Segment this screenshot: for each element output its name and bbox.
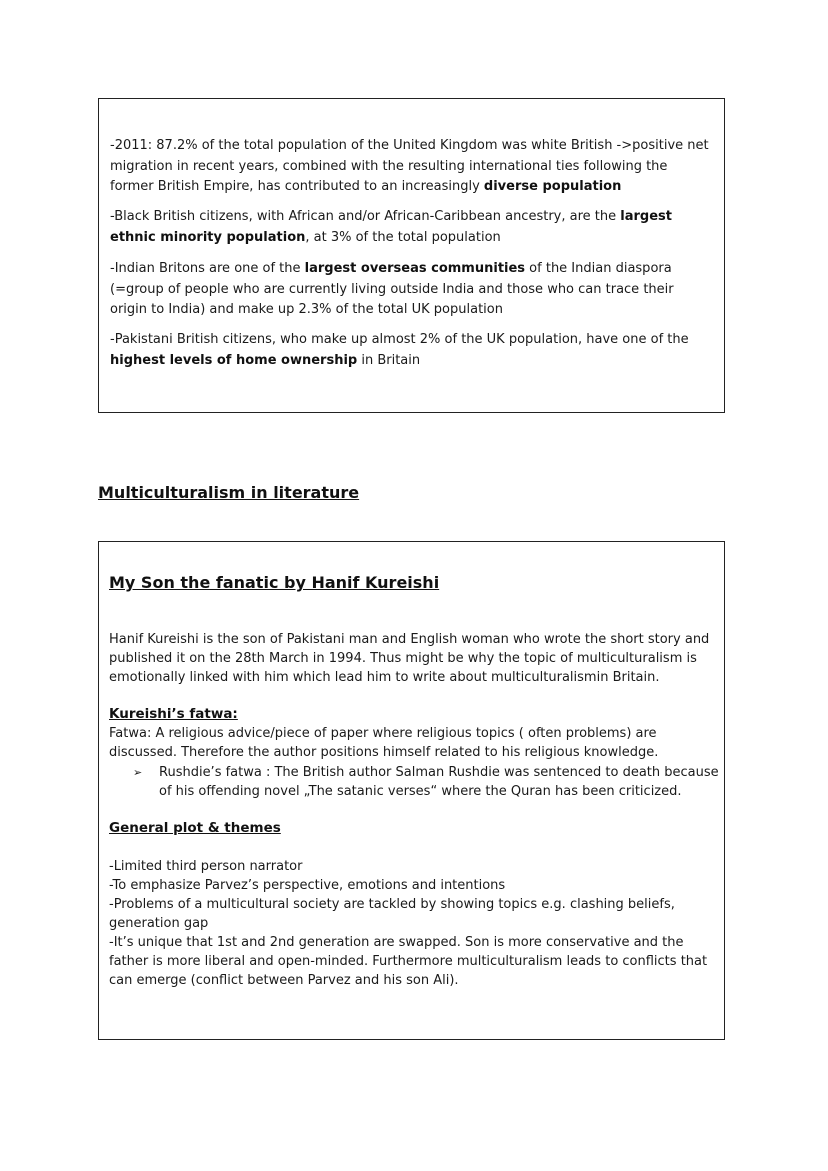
fatwa-bullet-item bbox=[133, 763, 723, 801]
paragraph-text: -Black British citizens, with African and/or African-Caribbean ancestry, are the bbox=[110, 209, 621, 224]
section-heading: Multiculturalism in literature bbox=[98, 483, 360, 502]
plot-line: -Limited third person narrator bbox=[109, 859, 303, 874]
fatwa-bullet-text: Rushdie’s fatwa : The British author Salman Rushdie was sentenced to death because of his offending novel „The satanic verses“ where the Quran has been criticized. bbox=[159, 765, 719, 799]
paragraph-text: in Britain bbox=[357, 352, 421, 368]
paragraph-indian-britons bbox=[110, 259, 710, 321]
bold-phrase: largest overseas communities bbox=[304, 261, 526, 276]
demographics-box bbox=[98, 98, 725, 413]
arrow-bullet-icon: ➢ bbox=[133, 766, 143, 779]
plot-line: -It’s unique that 1st and 2nd generation are swapped. Son is more conservative and the father is more liberal and open-minded. Furthermore multiculturalism leads to conflicts that can emerge (conflict between Parvez and his son Ali). bbox=[109, 935, 708, 988]
plot-line: -To emphasize Parvez’s perspective, emotions and intentions bbox=[109, 878, 506, 893]
fatwa-definition: Fatwa: A religious advice/piece of paper where religious topics ( often problems) are discussed. Therefore the author positions himself related to his religious knowledge. bbox=[109, 726, 659, 760]
plot-line: -Problems of a multicultural society are tackled by showing topics e.g. clashing beliefs, generation gap bbox=[109, 897, 675, 931]
paragraph-white-british bbox=[110, 136, 710, 198]
paragraph-pakistani-british bbox=[110, 330, 710, 371]
bold-phrase: diverse population bbox=[483, 179, 622, 194]
paragraph-text: , at 3% of the total population bbox=[305, 229, 501, 245]
bold-phrase: largest ethnic minority population bbox=[110, 209, 672, 245]
bold-phrase: highest levels of home ownership bbox=[110, 352, 358, 368]
story-title: My Son the fanatic by Hanif Kureishi bbox=[109, 573, 440, 592]
story-intro: Hanif Kureishi is the son of Pakistani man and English woman who wrote the short story and published it on the 28th March in 1994. Thus might be why the topic of multiculturalism is emotionally linked with him which lead him to write about multiculturalismin Britain. bbox=[109, 632, 710, 685]
paragraph-text: of the Indian diaspora (=group of people who are currently living outside India and those who can trace their origin to India) and make up 2.3% of the total UK population bbox=[110, 261, 674, 317]
paragraph-text: -Indian Britons are one of the bbox=[110, 261, 305, 276]
paragraph-text: -Pakistani British citizens, who make up almost 2% of the UK population, have one of the bbox=[110, 332, 689, 347]
plot-list bbox=[109, 857, 719, 990]
plot-heading: General plot & themes bbox=[109, 820, 281, 836]
paragraph-black-british bbox=[110, 207, 710, 248]
paragraph-text: -2011: 87.2% of the total population of the United Kingdom was white British ->positive net migration in recent years, combined with the resulting international ties following the former British Empire, has contributed to an increasingly bbox=[110, 138, 709, 194]
fatwa-heading: Kureishi’s fatwa: bbox=[109, 706, 238, 722]
story-box bbox=[98, 541, 725, 1040]
